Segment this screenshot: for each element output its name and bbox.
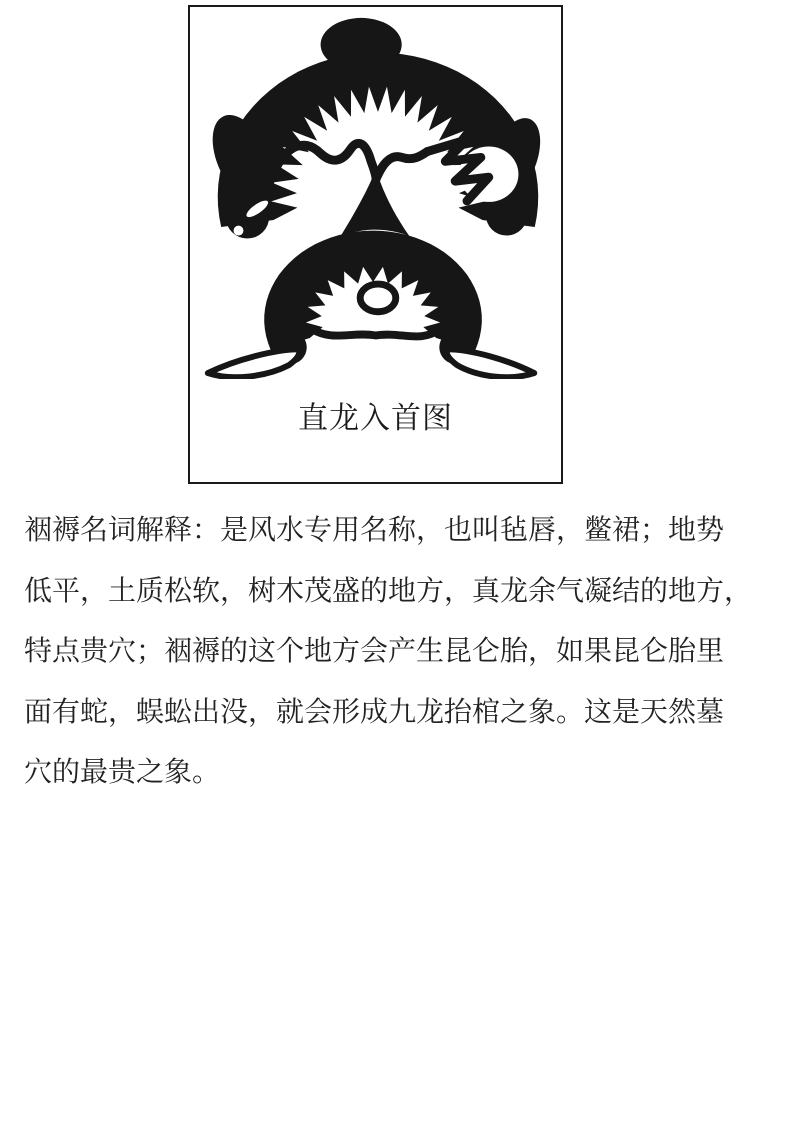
inner-wave-right (376, 151, 427, 179)
text-line: 面有蛇，蜈蚣出没，就会形成九龙抬棺之象。这是天然墓 (24, 696, 725, 728)
text-line: 低平，土质松软，树木茂盛的地方，真龙余气凝结的地方， (24, 575, 753, 607)
figure-frame (188, 5, 563, 484)
connecting-neck (340, 169, 409, 236)
definition-paragraph (24, 501, 774, 804)
text-line: 特点贵穴；裀褥的这个地方会产生昆仑胎，如果昆仑胎里 (24, 636, 725, 667)
summit-dome (321, 18, 402, 71)
figure-caption: 直龙入首图 (298, 402, 453, 435)
cave-point-ring (360, 284, 396, 312)
text-line: 穴的最贵之象。 (24, 757, 221, 788)
left-wing (208, 349, 300, 377)
right-wing (447, 349, 535, 377)
dragon-landform-illustration (190, 11, 561, 379)
text-line: 裀褥名词解释：是风水专用名称，也叫毡唇，鳖裙；地势 (24, 515, 725, 546)
left-curl-gap (234, 226, 244, 236)
lower-hammock-contour (313, 330, 440, 337)
